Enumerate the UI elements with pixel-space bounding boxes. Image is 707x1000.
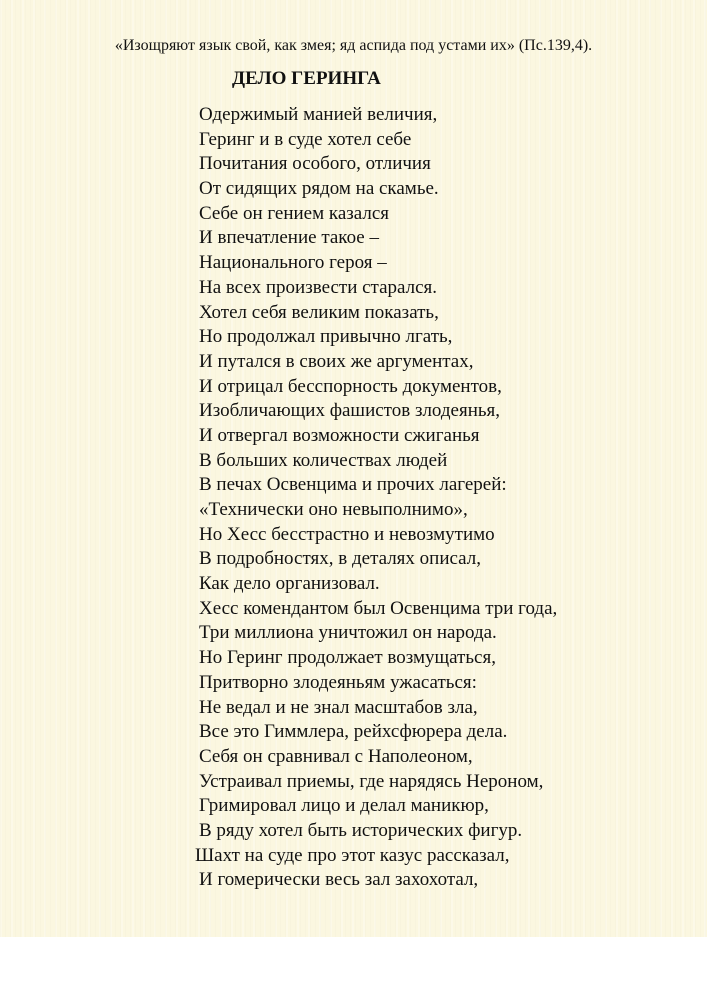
poem-line: Гримировал лицо и делал маникюр, bbox=[199, 795, 489, 817]
poem-line: Шахт на суде про этот казус рассказал, bbox=[195, 844, 510, 866]
poem-line: Притворно злодеяньям ужасаться: bbox=[199, 671, 477, 693]
poem-line: Себя он сравнивал с Наполеоном, bbox=[199, 745, 473, 767]
poem-line: Почитания особого, отличия bbox=[199, 153, 431, 175]
poem-line: Но продолжал привычно лгать, bbox=[199, 326, 453, 348]
poem-line: Все это Гиммлера, рейхсфюрера дела. bbox=[199, 721, 508, 743]
poem-line: Национального героя – bbox=[199, 252, 387, 274]
poem-line: И путался в своих же аргументах, bbox=[199, 350, 474, 372]
poem-line: На всех произвести старался. bbox=[199, 276, 438, 298]
poem-line: Не ведал и не знал масштабов зла, bbox=[199, 696, 478, 718]
poem-line: Но Хесс бесстрастно и невозмутимо bbox=[199, 523, 495, 545]
poem-line: В ряду хотел быть исторических фигур. bbox=[199, 819, 523, 841]
poem-line: Хесс комендантом был Освенцима три года, bbox=[199, 597, 558, 619]
poem-body bbox=[195, 103, 558, 893]
poem-line: Геринг и в суде хотел себе bbox=[199, 128, 412, 150]
poem-line: И отвергал возможности сжиганья bbox=[199, 424, 480, 446]
poem-line: В больших количествах людей bbox=[199, 449, 448, 471]
poem-line: Но Геринг продолжает возмущаться, bbox=[199, 647, 496, 669]
poem-line: Устраивал приемы, где нарядясь Нероном, bbox=[199, 770, 544, 792]
poem-title: ДЕЛО ГЕРИНГА bbox=[232, 68, 381, 89]
poem-line: «Технически оно невыполнимо», bbox=[199, 499, 468, 520]
poem-line: В печах Освенцима и прочих лагерей: bbox=[199, 474, 507, 496]
poem-line: Одержимый манией величия, bbox=[199, 104, 438, 125]
poem-line: Изобличающих фашистов злодеянья, bbox=[199, 400, 501, 422]
poem-line: Себе он гением казался bbox=[199, 202, 390, 224]
poem-line: Три миллиона уничтожил он народа. bbox=[199, 622, 497, 644]
poem-line: И впечатление такое – bbox=[199, 227, 379, 249]
poem-line: И гомерически весь зал захохотал, bbox=[199, 869, 479, 891]
poem-line: От сидящих рядом на скамье. bbox=[199, 178, 439, 200]
poem-line: В подробностях, в деталях описал, bbox=[199, 548, 482, 570]
epigraph: «Изощряют язык свой, как змея; яд аспида под устами их» (Пс.139,4). bbox=[114, 37, 593, 54]
poem-line: Хотел себя великим показать, bbox=[199, 301, 439, 323]
poem-line: И отрицал бесспорность документов, bbox=[199, 375, 502, 397]
poem-line: Как дело организовал. bbox=[199, 573, 380, 595]
